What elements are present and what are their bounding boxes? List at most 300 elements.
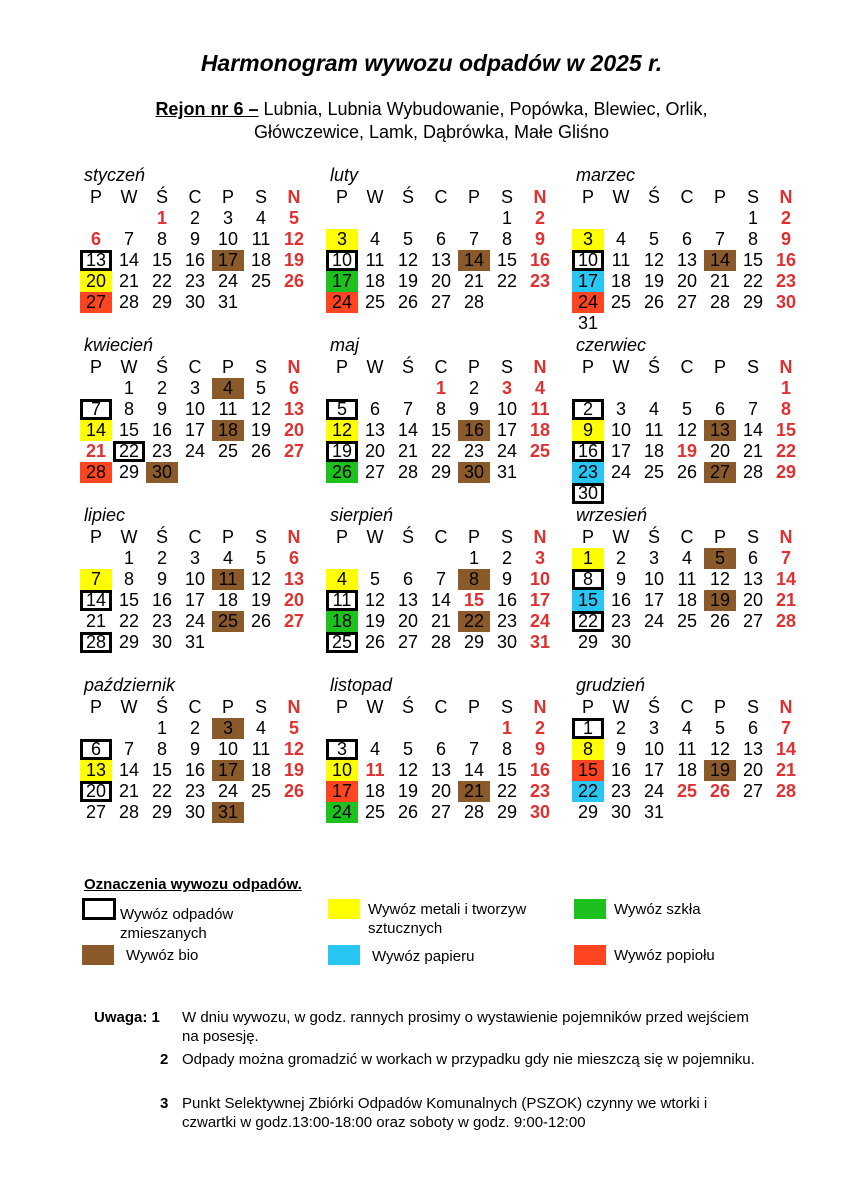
calendar-day: 5: [681, 399, 692, 419]
calendar-day: 30: [458, 462, 490, 483]
calendar-day: 23: [775, 271, 797, 291]
calendar-day: 3: [326, 229, 358, 250]
calendar-day: 21: [430, 611, 452, 631]
calendar-day: 25: [610, 292, 632, 312]
calendar-day: 23: [610, 611, 632, 631]
calendar-day: 28: [80, 632, 112, 653]
calendar-day: 31: [496, 462, 518, 482]
calendar-day: 27: [704, 462, 736, 483]
calendar-day: 16: [775, 250, 797, 270]
note-1-text: W dniu wywozu, w godz. rannych prosimy o wystawienie pojemników przed wejściem na posesję.: [182, 1009, 749, 1045]
calendar-day: 10: [326, 250, 358, 271]
calendar-day: 14: [80, 420, 112, 441]
calendar-day: 24: [496, 441, 518, 461]
calendar-day: 25: [364, 292, 386, 312]
calendar-day: 22: [775, 441, 797, 461]
calendar-day: 13: [430, 760, 452, 780]
calendar-day: 28: [80, 462, 112, 483]
calendar-day: 27: [430, 802, 452, 822]
calendar-day: 22: [496, 271, 518, 291]
weekday-header: N: [533, 697, 547, 717]
calendar-day: 25: [529, 441, 551, 461]
region-villages-line1: Lubnia, Lubnia Wybudowanie, Popówka, Blewiec, Orlik,: [258, 99, 708, 119]
note-2-text: Odpady można gromadzić w workach w przypadku gdy nie mieszczą się w pojemniku.: [182, 1051, 755, 1068]
weekday-header: W: [120, 527, 138, 547]
calendar-day: 18: [212, 420, 244, 441]
calendar-day: 9: [501, 569, 512, 589]
weekday-header: C: [188, 357, 202, 377]
calendar-day: 8: [501, 739, 512, 759]
calendar-day: 14: [397, 420, 419, 440]
calendar-day: 2: [572, 399, 604, 420]
calendar-day: 28: [463, 292, 485, 312]
calendar-day: 5: [648, 229, 659, 249]
calendar-day: 21: [775, 760, 797, 780]
calendar-day: 12: [283, 739, 305, 759]
weekday-header: P: [467, 357, 480, 377]
weekday-header: C: [680, 527, 694, 547]
calendar-day: 5: [402, 739, 413, 759]
weekday-header: S: [500, 357, 513, 377]
calendar-day: 26: [397, 802, 419, 822]
calendar-day: 28: [775, 611, 797, 631]
weekday-header: N: [533, 357, 547, 377]
month-name: lipiec: [84, 505, 126, 525]
weekday-header: C: [680, 187, 694, 207]
calendar-day: 21: [397, 441, 419, 461]
calendar-day: 17: [326, 781, 358, 802]
region-label: Rejon nr 6 –: [155, 99, 259, 119]
calendar-day: 25: [676, 781, 698, 801]
calendar-day: 11: [326, 590, 358, 611]
weekday-header: N: [287, 187, 301, 207]
calendar-day: 24: [326, 802, 358, 823]
calendar-day: 18: [364, 271, 386, 291]
calendar-day: 1: [501, 718, 512, 738]
calendar-day: 17: [572, 271, 604, 292]
calendar-day: 9: [156, 399, 167, 419]
calendar-day: 2: [156, 378, 167, 398]
month-calendar: [326, 165, 558, 335]
calendar-day: 26: [709, 611, 731, 631]
calendar-day: 9: [615, 569, 626, 589]
calendar-day: 13: [430, 250, 452, 270]
calendar-day: 22: [572, 611, 604, 632]
calendar-day: 11: [677, 569, 697, 589]
calendar-day: 27: [283, 611, 305, 631]
weekday-header: S: [500, 187, 513, 207]
month-calendar: [572, 505, 804, 675]
calendar-day: 15: [572, 760, 604, 781]
calendar-day: 12: [709, 569, 731, 589]
weekday-header: N: [779, 357, 793, 377]
calendar-day: 23: [184, 271, 206, 291]
legend-ash-swatch: [574, 945, 606, 965]
calendar-day: 5: [369, 569, 380, 589]
calendar-day: 31: [217, 292, 239, 312]
calendar-day: 29: [577, 802, 599, 822]
weekday-header: S: [746, 697, 759, 717]
calendar-day: 21: [709, 271, 731, 291]
calendar-day: 27: [676, 292, 698, 312]
calendar-day: 20: [742, 760, 764, 780]
weekday-header: W: [366, 527, 384, 547]
calendar-day: 24: [529, 611, 551, 631]
calendar-day: 10: [643, 569, 665, 589]
calendar-day: 13: [742, 569, 764, 589]
calendar-day: 18: [217, 590, 239, 610]
weekday-header: Ś: [155, 357, 168, 377]
calendar-day: 6: [288, 548, 299, 568]
calendar-day: 10: [326, 760, 358, 781]
weekday-header: W: [612, 357, 630, 377]
calendar-day: 7: [780, 548, 791, 568]
calendar-day: 1: [468, 548, 479, 568]
calendar-day: 20: [676, 271, 698, 291]
weekday-header: P: [581, 697, 594, 717]
calendar-day: 19: [704, 590, 736, 611]
calendar-day: 7: [468, 229, 479, 249]
calendar-day: 25: [364, 802, 386, 822]
weekday-header: C: [680, 357, 694, 377]
calendar-day: 22: [118, 611, 140, 631]
month-name: grudzień: [576, 675, 646, 695]
calendar-day: 10: [572, 250, 604, 271]
weekday-header: P: [221, 527, 234, 547]
weekday-header: Ś: [401, 187, 414, 207]
calendar-day: 16: [184, 250, 206, 270]
calendar-day: 11: [365, 760, 385, 780]
page-title: Harmonogram wywozu odpadów w 2025 r.: [200, 50, 663, 76]
weekday-header: N: [779, 187, 793, 207]
calendar-day: 20: [80, 271, 112, 292]
calendar-day: 17: [212, 250, 244, 271]
calendar-day: 28: [709, 292, 731, 312]
calendar-day: 11: [218, 399, 238, 419]
calendar-day: 5: [704, 548, 736, 569]
calendar-day: 2: [156, 548, 167, 568]
weekday-header: P: [713, 187, 726, 207]
calendar-day: 2: [189, 208, 200, 228]
calendar-day: 20: [364, 441, 386, 461]
calendar-day: 8: [747, 229, 758, 249]
calendar-day: 22: [151, 781, 173, 801]
calendar-day: 13: [676, 250, 698, 270]
legend-ash-label: Wywóz popiołu: [614, 947, 715, 964]
note-3-text: Punkt Selektywnej Zbiórki Odpadów Komunalnych (PSZOK) czynny we wtorki i czwartki w godz.13:00-18:00 oraz soboty w godz. 9:00-12:00: [182, 1095, 708, 1131]
calendar-day: 24: [184, 611, 206, 631]
weekday-header: N: [533, 187, 547, 207]
calendar-day: 24: [326, 292, 358, 313]
calendar-day: 13: [283, 399, 305, 419]
calendar-day: 3: [615, 399, 626, 419]
month-name: listopad: [330, 675, 393, 695]
calendar-day: 8: [123, 399, 134, 419]
calendar-day: 7: [714, 229, 725, 249]
calendar-day: 30: [184, 802, 206, 822]
calendar-day: 29: [430, 462, 452, 482]
calendar-day: 6: [714, 399, 725, 419]
calendar-day: 26: [364, 632, 386, 652]
calendar-day: 7: [80, 399, 112, 420]
weekday-header: P: [89, 697, 102, 717]
month-name: czerwiec: [576, 335, 647, 355]
legend-glass-swatch: [574, 899, 606, 919]
calendar-day: 23: [151, 611, 173, 631]
calendar-day: 16: [151, 590, 173, 610]
calendar-day: 13: [704, 420, 736, 441]
calendar-day: 20: [80, 781, 112, 802]
weekday-header: N: [287, 357, 301, 377]
calendar-day: 10: [529, 569, 551, 589]
legend-glass-label: Wywóz szkła: [614, 901, 701, 918]
weekday-header: Ś: [647, 527, 660, 547]
calendar-day: 26: [709, 781, 731, 801]
calendar-day: 5: [255, 548, 266, 568]
legend-bio-label: Wywóz bio: [126, 947, 199, 964]
calendar-day: 18: [643, 441, 665, 461]
calendar-day: 5: [255, 378, 266, 398]
calendar-day: 19: [326, 441, 358, 462]
calendar-day: 3: [534, 548, 545, 568]
calendar-day: 14: [463, 760, 485, 780]
calendar-day: 20: [283, 420, 305, 440]
calendar-day: 21: [458, 781, 490, 802]
calendar-day: 7: [123, 229, 134, 249]
calendar-day: 9: [468, 399, 479, 419]
calendar-day: 3: [648, 718, 659, 738]
calendar-day: 2: [615, 548, 626, 568]
weekday-header: Ś: [155, 187, 168, 207]
calendar-day: 9: [156, 569, 167, 589]
weekday-header: Ś: [401, 357, 414, 377]
calendar-day: 23: [184, 781, 206, 801]
calendar-day: 14: [118, 250, 140, 270]
calendar-day: 29: [742, 292, 764, 312]
calendar-day: 1: [572, 718, 604, 739]
weekday-header: Ś: [155, 527, 168, 547]
calendar-day: 5: [714, 718, 725, 738]
calendar-day: 4: [648, 399, 659, 419]
calendar-day: 1: [156, 718, 167, 738]
calendar-day: 1: [156, 208, 167, 228]
calendar-day: 8: [156, 739, 167, 759]
calendar-day: 6: [288, 378, 299, 398]
calendar-day: 11: [212, 569, 244, 590]
month-name: maj: [330, 335, 360, 355]
weekday-header: C: [680, 697, 694, 717]
calendar-day: 24: [643, 611, 665, 631]
calendar-day: 6: [402, 569, 413, 589]
calendar-day: 1: [435, 378, 446, 398]
note-2-number: 2: [160, 1051, 169, 1068]
calendar-day: 2: [615, 718, 626, 738]
calendar-day: 10: [217, 739, 239, 759]
calendar-day: 28: [397, 462, 419, 482]
weekday-header: P: [335, 357, 348, 377]
calendar-day: 3: [222, 208, 233, 228]
calendar-day: 26: [397, 292, 419, 312]
weekday-header: C: [434, 697, 448, 717]
calendar-day: 19: [364, 611, 386, 631]
weekday-header: P: [89, 527, 102, 547]
weekday-header: P: [335, 187, 348, 207]
calendar-day: 27: [283, 441, 305, 461]
month-name: styczeń: [84, 165, 146, 185]
calendar-day: 7: [468, 739, 479, 759]
calendar-day: 15: [118, 420, 140, 440]
weekday-header: P: [713, 697, 726, 717]
calendar-day: 29: [118, 462, 140, 482]
weekday-header: P: [713, 357, 726, 377]
calendar-day: 14: [80, 590, 112, 611]
calendar-day: 22: [572, 781, 604, 802]
calendar-day: 29: [118, 632, 140, 652]
weekday-header: S: [254, 697, 267, 717]
calendar-day: 23: [463, 441, 485, 461]
calendar-day: 2: [468, 378, 479, 398]
calendar-day: 16: [529, 760, 551, 780]
calendar-day: 4: [212, 378, 244, 399]
calendar-day: 15: [775, 420, 797, 440]
calendar-day: 29: [577, 632, 599, 652]
calendar-day: 19: [250, 420, 272, 440]
calendar-day: 1: [780, 378, 791, 398]
calendar-day: 22: [430, 441, 452, 461]
calendar-day: 30: [151, 632, 173, 652]
calendar-day: 6: [681, 229, 692, 249]
weekday-header: N: [287, 527, 301, 547]
calendar-day: 20: [283, 590, 305, 610]
calendar-day: 2: [534, 718, 545, 738]
calendar-day: 10: [643, 739, 665, 759]
calendar-day: 14: [458, 250, 490, 271]
calendar-day: 7: [402, 399, 413, 419]
calendar-day: 3: [326, 739, 358, 760]
weekday-header: S: [254, 527, 267, 547]
calendar-day: 13: [364, 420, 386, 440]
calendar-day: 27: [80, 292, 112, 313]
calendar-day: 7: [780, 718, 791, 738]
calendar-day: 26: [283, 271, 305, 291]
legend-mixed-swatch: [82, 898, 116, 920]
month-calendar: [572, 675, 804, 845]
weekday-header: S: [500, 697, 513, 717]
calendar-day: 30: [775, 292, 797, 312]
calendar-day: 4: [369, 229, 380, 249]
calendar-day: 22: [458, 611, 490, 632]
calendar-day: 29: [151, 292, 173, 312]
calendar-day: 26: [676, 462, 698, 482]
calendar-day: 8: [435, 399, 446, 419]
month-calendar: [572, 335, 804, 505]
calendar-day: 28: [118, 292, 140, 312]
month-calendar: [326, 675, 558, 845]
calendar-day: 6: [435, 739, 446, 759]
month-calendar: [80, 335, 312, 505]
weekday-header: P: [335, 697, 348, 717]
calendar-day: 24: [217, 271, 239, 291]
calendar-day: 1: [123, 548, 134, 568]
calendar-day: 12: [709, 739, 731, 759]
calendar-day: 20: [397, 611, 419, 631]
calendar-day: 19: [704, 760, 736, 781]
calendar-day: 4: [615, 229, 626, 249]
calendar-day: 22: [151, 271, 173, 291]
calendar-day: 5: [288, 718, 299, 738]
calendar-day: 19: [397, 271, 419, 291]
calendar-day: 27: [742, 611, 764, 631]
calendar-day: 1: [572, 548, 604, 569]
calendar-day: 9: [534, 739, 545, 759]
calendar-day: 30: [184, 292, 206, 312]
calendar-day: 8: [123, 569, 134, 589]
weekday-header: C: [434, 187, 448, 207]
calendar-day: 14: [775, 569, 797, 589]
weekday-header: W: [366, 697, 384, 717]
calendar-day: 18: [676, 590, 698, 610]
weekday-header: W: [366, 357, 384, 377]
calendar-day: 10: [496, 399, 518, 419]
weekday-header: N: [287, 697, 301, 717]
weekday-header: S: [746, 357, 759, 377]
legend-paper-label: Wywóz papieru: [372, 948, 475, 965]
calendar-day: 13: [397, 590, 419, 610]
month-calendar: [572, 165, 804, 335]
calendar-day: 27: [742, 781, 764, 801]
weekday-header: P: [581, 187, 594, 207]
calendar-day: 23: [610, 781, 632, 801]
calendar-day: 27: [85, 802, 107, 822]
calendar-day: 11: [530, 399, 550, 419]
calendar-day: 9: [189, 229, 200, 249]
calendar-day: 7: [80, 569, 112, 590]
calendar-day: 28: [118, 802, 140, 822]
calendar-day: 19: [250, 590, 272, 610]
weekday-header: P: [467, 187, 480, 207]
calendar-day: 6: [435, 229, 446, 249]
calendar-day: 15: [742, 250, 764, 270]
calendar-day: 11: [251, 739, 271, 759]
weekday-header: S: [254, 187, 267, 207]
legend-paper-swatch: [328, 945, 360, 965]
calendar-day: 23: [529, 781, 551, 801]
calendar-day: 26: [643, 292, 665, 312]
calendar-day: 20: [742, 590, 764, 610]
calendar-day: 12: [283, 229, 305, 249]
calendar-day: 6: [747, 718, 758, 738]
calendar-day: 21: [118, 781, 140, 801]
calendar-day: 17: [643, 760, 665, 780]
calendar-day: 11: [677, 739, 697, 759]
calendar-day: 14: [430, 590, 452, 610]
calendar-day: 2: [780, 208, 791, 228]
calendar-day: 12: [643, 250, 665, 270]
month-name: październik: [84, 675, 176, 695]
weekday-header: S: [254, 357, 267, 377]
calendar-day: 1: [501, 208, 512, 228]
weekday-header: W: [612, 187, 630, 207]
calendar-day: 23: [151, 441, 173, 461]
calendar-day: 16: [151, 420, 173, 440]
weekday-header: P: [89, 357, 102, 377]
calendar-day: 8: [501, 229, 512, 249]
calendar-day: 7: [747, 399, 758, 419]
calendar-day: 15: [151, 250, 173, 270]
calendar-day: 1: [123, 378, 134, 398]
calendar-day: 11: [251, 229, 271, 249]
weekday-header: P: [581, 357, 594, 377]
